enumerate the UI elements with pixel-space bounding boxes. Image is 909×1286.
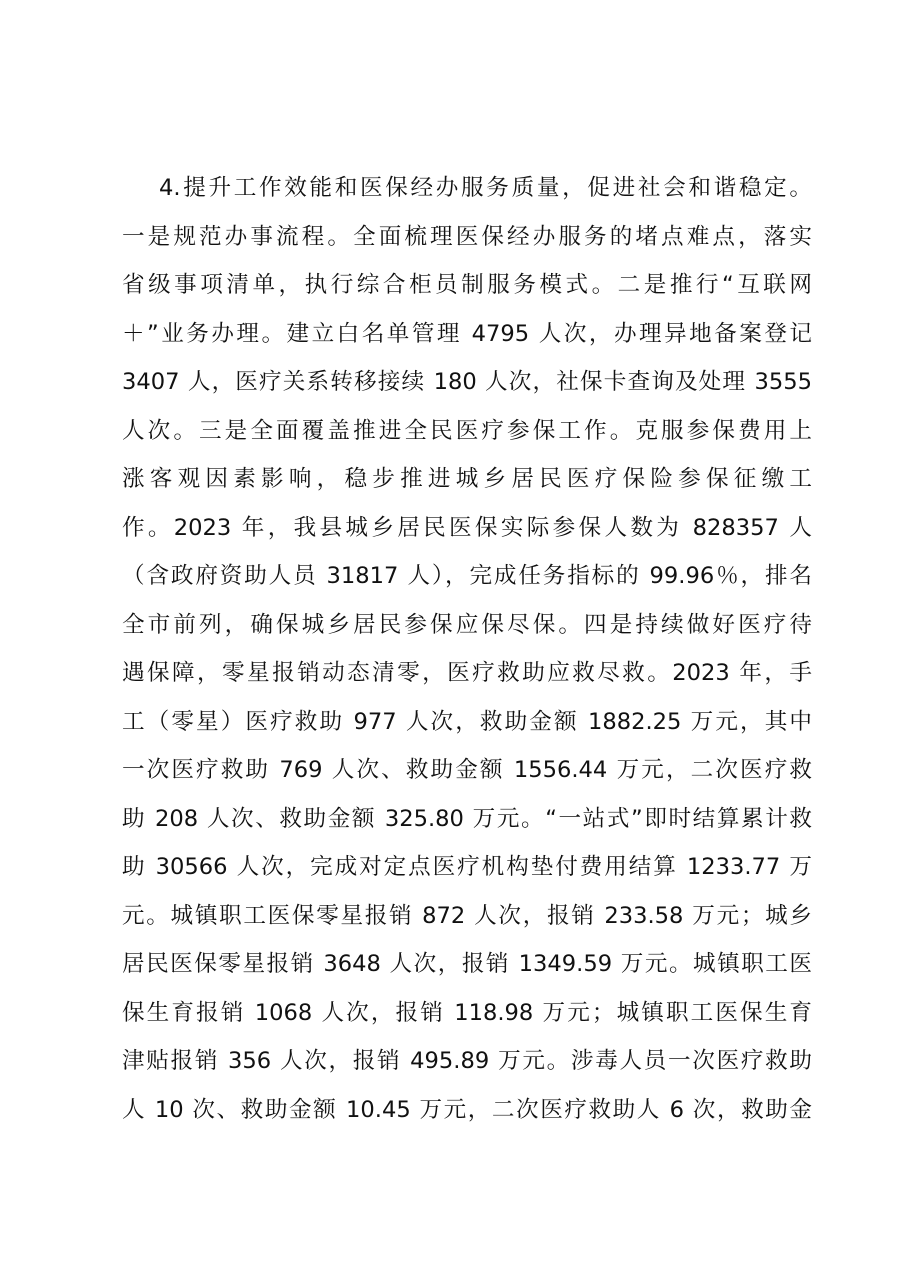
text-line: 一次医疗救助 769 人次、救助金额 1556.44 万元，二次医疗救 <box>122 757 812 783</box>
text-line: 全市前列，确保城乡居民参保应保尽保。四是持续做好医疗待 <box>122 611 812 638</box>
text-line: 居民医保零星报销 3648 人次，报销 1349.59 万元。城镇职工医 <box>122 951 812 977</box>
text-line: 省级事项清单，执行综合柜员制服务模式。二是推行“互联网 <box>122 272 812 298</box>
text-line: 元。城镇职工医保零星报销 872 人次，报销 233.58 万元；城乡 <box>122 902 812 929</box>
text-line: 人次。三是全面覆盖推进全民医疗参保工作。克服参保费用上 <box>122 417 812 444</box>
text-line: 作。2023 年，我县城乡居民医保实际参保人数为 828357 人 <box>122 514 812 541</box>
text-line: 一是规范办事流程。全面梳理医保经办服务的堵点难点，落实 <box>122 223 812 250</box>
text-line: 助 208 人次、救助金额 325.80 万元。“一站式”即时结算累计救 <box>122 805 812 832</box>
text-line: 人 10 次、救助金额 10.45 万元，二次医疗救助人 6 次，救助金 <box>122 1096 812 1123</box>
text-line: 遇保障，零星报销动态清零，医疗救助应救尽救。2023 年，手 <box>122 660 812 686</box>
text-line: 津贴报销 356 人次，报销 495.89 万元。涉毒人员一次医疗救助 <box>122 1048 812 1074</box>
text-line: 4.提升工作效能和医保经办服务质量，促进社会和谐稳定。 <box>159 175 812 201</box>
text-line: 保生育报销 1068 人次，报销 118.98 万元；城镇职工医保生育 <box>122 999 812 1026</box>
text-line: 助 30566 人次，完成对定点医疗机构垫付费用结算 1233.77 万 <box>122 854 812 880</box>
text-line: 涨客观因素影响，稳步推进城乡居民医疗保险参保征缴工 <box>122 466 812 492</box>
text-line: 工（零星）医疗救助 977 人次，救助金额 1882.25 万元，其中 <box>122 708 812 735</box>
text-line: （含政府资助人员 31817 人），完成任务指标的 99.96％，排名 <box>122 563 812 589</box>
text-line: ＋”业务办理。建立白名单管理 4795 人次，办理异地备案登记 <box>122 320 812 347</box>
body-paragraph <box>122 164 812 1134</box>
text-line: 3407 人，医疗关系转移接续 180 人次，社保卡查询及处理 3555 <box>122 369 812 395</box>
